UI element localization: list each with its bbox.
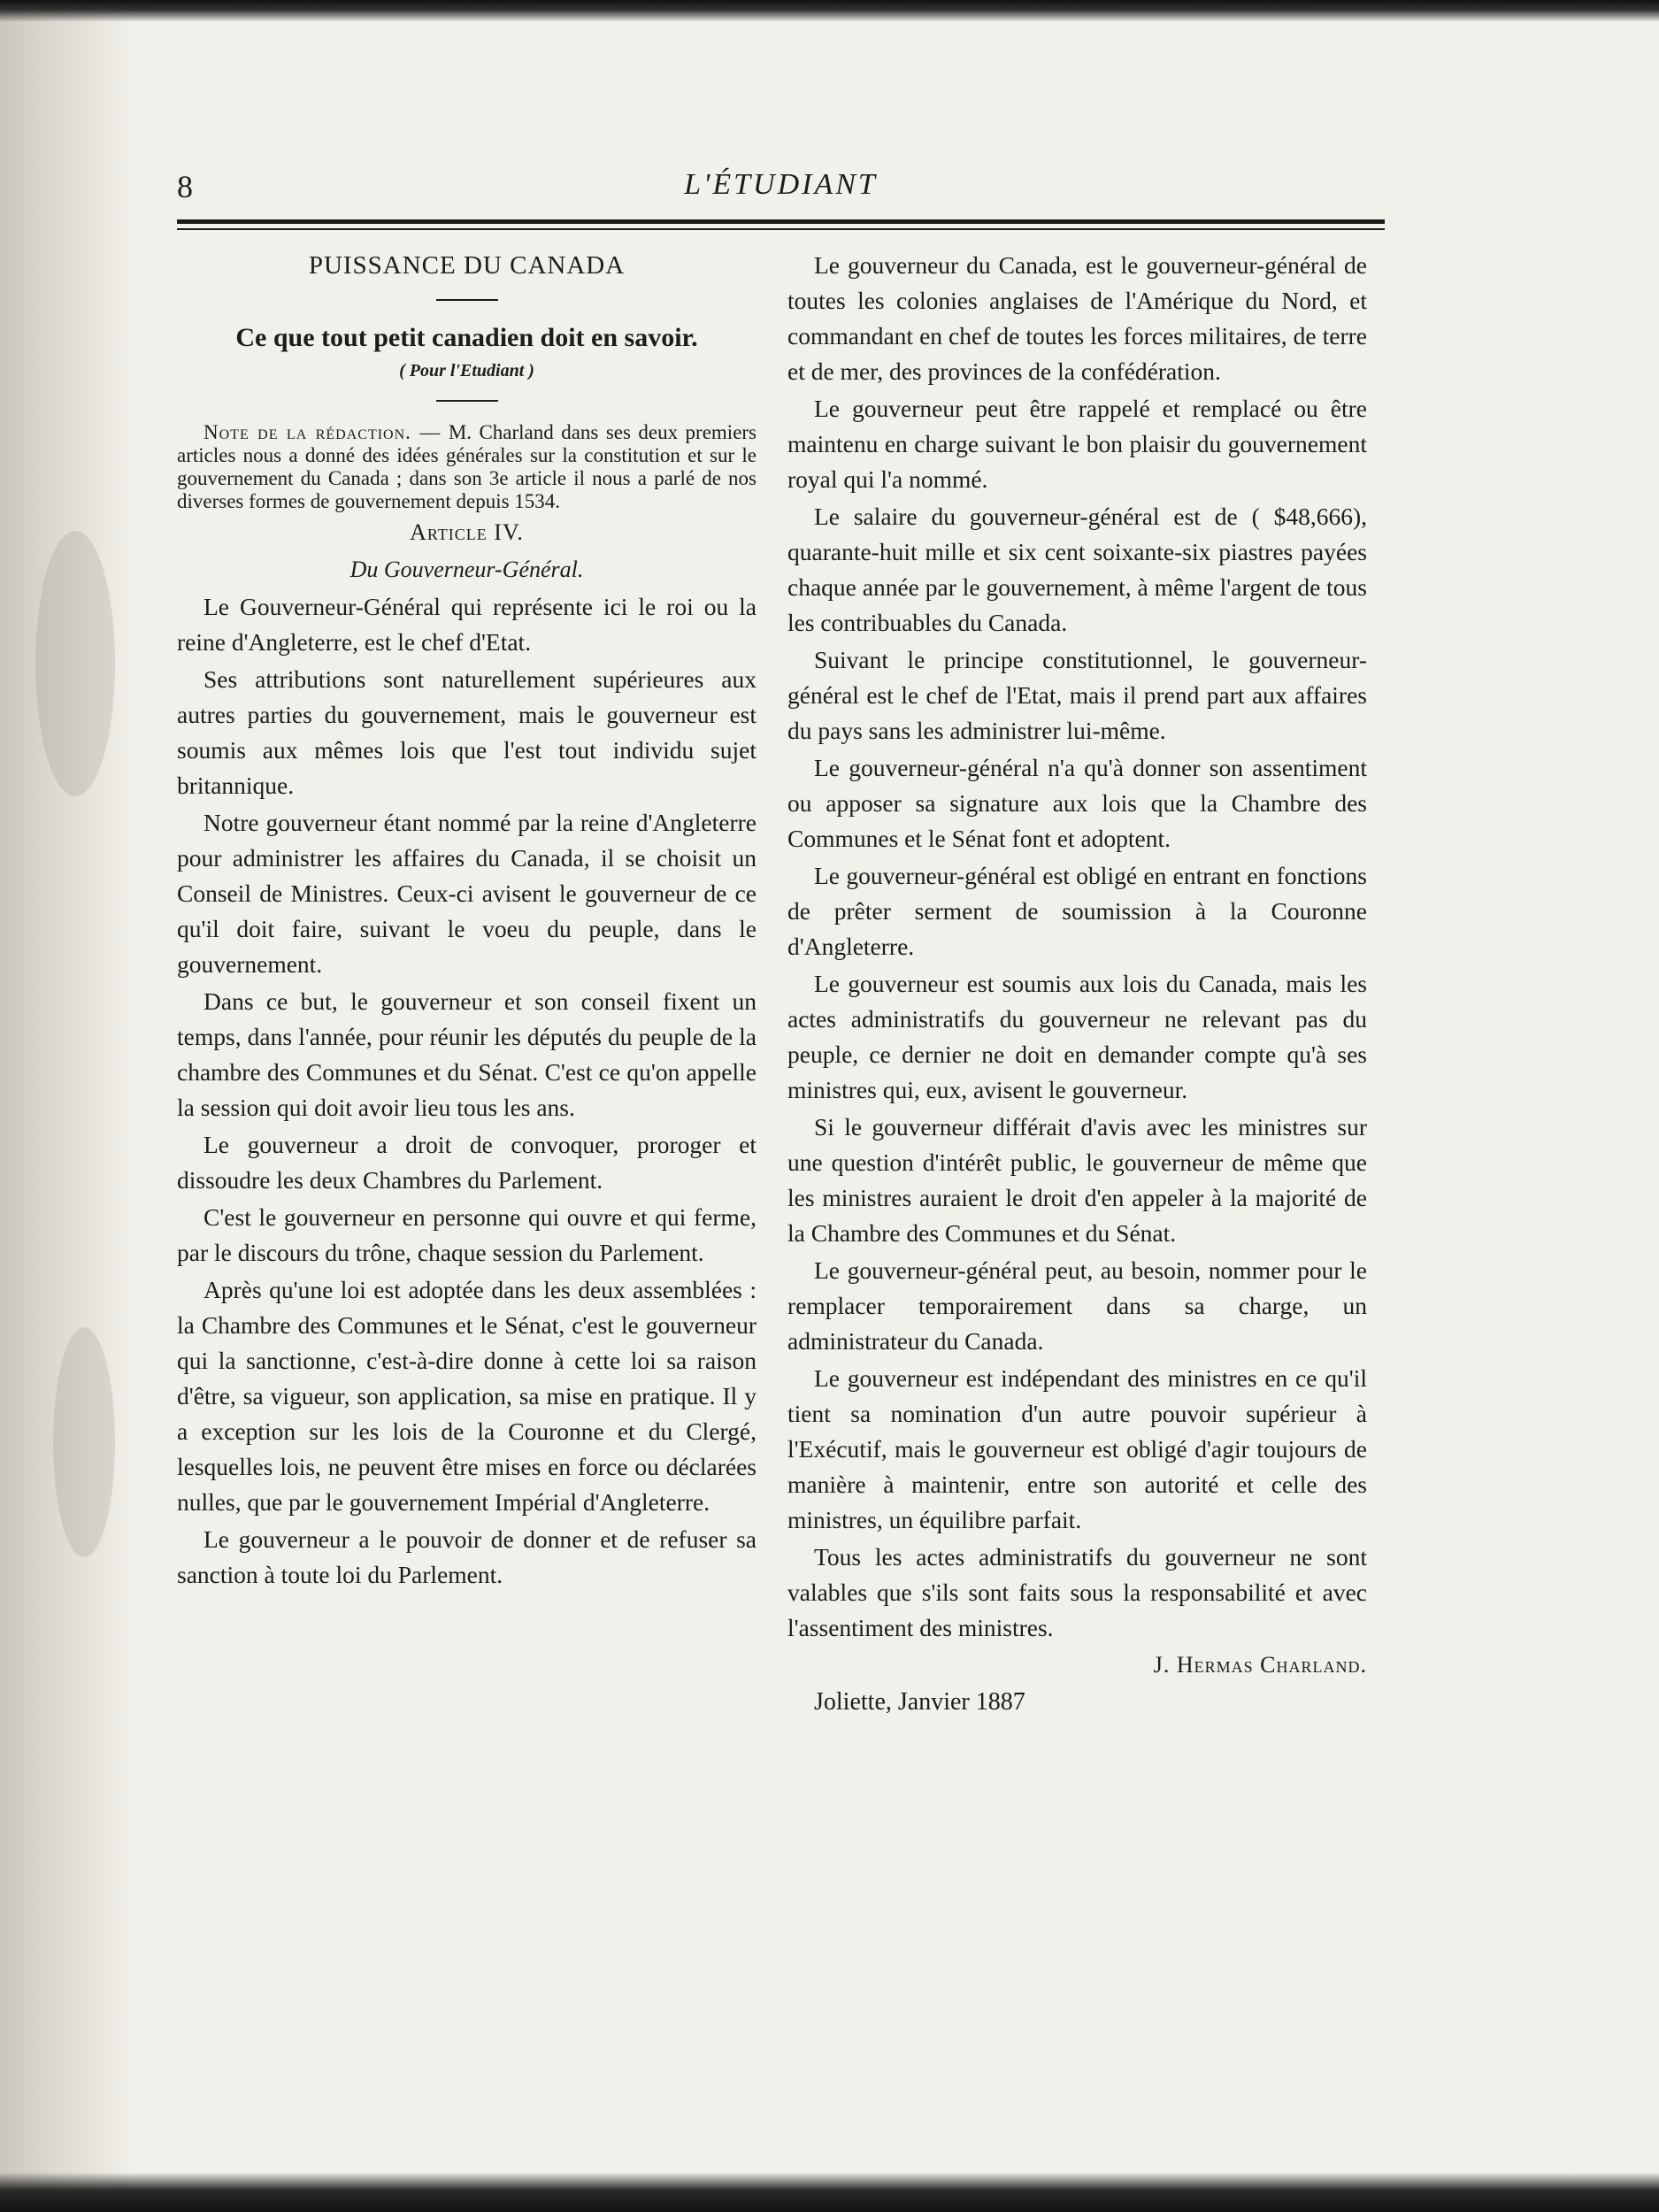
newspaper-page bbox=[177, 168, 1385, 2115]
article-subheading: Du Gouverneur-Général. bbox=[349, 557, 584, 582]
paragraph: Le gouverneur-général est obligé en entrant en fonctions de prêter serment de soumission à la Couronne d'Angleterre. bbox=[787, 862, 1367, 960]
paragraph: Si le gouverneur différait d'avis avec les ministres sur une question d'intérêt public, le gouverneur de même que les ministres auraient le droit d'en appeler à la majorité de la Chambre des Communes et du Sénat. bbox=[787, 1113, 1367, 1247]
author-signature: J. Hermas Charland. bbox=[1153, 1652, 1367, 1678]
paragraph: Le gouverneur a le pouvoir de donner et de refuser sa sanction à toute loi du Parlement. bbox=[177, 1525, 757, 1588]
paragraph: Suivant le principe constitutionnel, le gouverneur-général est le chef de l'Etat, mais il prend part aux affaires du pays sans les administrer lui-même. bbox=[787, 646, 1367, 744]
paragraph: Le gouverneur-général n'a qu'à donner son assentiment ou apposer sa signature aux lois que la Chambre des Communes et le Sénat font et adoptent. bbox=[787, 754, 1367, 852]
page-number: 8 bbox=[177, 169, 193, 204]
article-subtitle: Ce que tout petit canadien doit en savoir. bbox=[235, 323, 698, 352]
journal-name: L'ÉTUDIANT bbox=[684, 168, 878, 201]
paragraph: Le gouverneur est soumis aux lois du Canada, mais les actes administratifs du gouverneur ne relevant pas du peuple, ce dernier ne doit en demander compte qu'à ses ministres qui, eux, avisent le gouverneur. bbox=[787, 970, 1367, 1103]
paragraph: Le gouverneur-général peut, au besoin, nommer pour le remplacer temporairement dans sa charge, un administrateur du Canada. bbox=[787, 1256, 1367, 1355]
paragraph: Le gouverneur peut être rappelé et remplacé ou être maintenu en charge suivant le bon plaisir du gouvernement royal qui l'a nommé. bbox=[787, 395, 1367, 493]
paragraph: Le gouverneur a droit de convoquer, proroger et dissoudre les deux Chambres du Parlement. bbox=[177, 1131, 757, 1194]
scan-shadow-bottom bbox=[0, 2172, 1659, 2212]
paragraph: Tous les actes administratifs du gouverneur ne sont valables que s'ils sont faits sous la responsabilité et avec l'assentiment des ministres. bbox=[787, 1543, 1367, 1641]
byline-rule bbox=[436, 400, 498, 402]
editorial-note-label: Note de la rédaction. — bbox=[204, 421, 442, 443]
editorial-note bbox=[177, 421, 757, 513]
header-double-rule bbox=[177, 219, 1385, 230]
paragraph: C'est le gouverneur en personne qui ouvre et qui ferme, par le discours du trône, chaque session du Parlement. bbox=[177, 1203, 757, 1266]
scan-shadow-top bbox=[0, 0, 1659, 22]
left-column bbox=[177, 248, 757, 1594]
running-head bbox=[177, 168, 1385, 212]
editorial-note-text: M. Charland dans ses deux premiers articles nous a donné des idées générales sur la constitution et sur le gouvernement du Canada ; dans son 3e article il nous a parlé de nos diverses formes de gouvernement depuis 1534. bbox=[177, 421, 757, 512]
article-heading: Article IV. bbox=[410, 519, 524, 545]
scan-shadow-left bbox=[0, 0, 133, 2212]
article-title: PUISSANCE DU CANADA bbox=[308, 251, 626, 280]
paragraph: Le gouverneur est indépendant des ministres en ce qu'il tient sa nomination d'un autre pouvoir supérieur à l'Exécutif, mais le gouverneur est obligé d'agir toujours de manière à maintenir, entre son autorité et celle des ministres, un équilibre parfait. bbox=[787, 1364, 1367, 1533]
title-rule bbox=[436, 299, 498, 301]
scan-smudge bbox=[53, 1327, 115, 1557]
place-date: Joliette, Janvier 1887 bbox=[814, 1688, 1025, 1716]
paragraph: Ses attributions sont naturellement supérieures aux autres parties du gouvernement, mais le gouverneur est soumis aux mêmes lois que l'est tout individu sujet britannique. bbox=[177, 665, 757, 799]
scan-smudge bbox=[35, 531, 115, 796]
paragraph: Dans ce but, le gouverneur et son conseil fixent un temps, dans l'année, pour réunir les députés du peuple de la chambre des Communes et du Sénat. C'est ce qu'on appelle la session qui doit avoir lieu tous les ans. bbox=[177, 987, 757, 1121]
paragraph: Après qu'une loi est adoptée dans les deux assemblées : la Chambre des Communes et le Sénat, c'est le gouverneur qui la sanctionne, c'est-à-dire donne à cette loi sa raison d'être, sa vigueur, son application, sa mise en pratique. Il y a exception sur les lois de la Couronne et du Clergé, lesquelles lois, ne peuvent être mises en force ou déclarées nulles, que par le gouvernement Impérial d'Angleterre. bbox=[177, 1276, 757, 1516]
article-byline: ( Pour l'Etudiant ) bbox=[399, 361, 534, 380]
paragraph: Le salaire du gouverneur-général est de ( $48,666), quarante-huit mille et six cent soixante-six piastres payées chaque année par le gouvernement, à même l'argent de tous les contribuables du Canada. bbox=[787, 503, 1368, 636]
paragraph: Le Gouverneur-Général qui représente ici le roi ou la reine d'Angleterre, est le chef d'Etat. bbox=[177, 593, 757, 656]
paragraph: Le gouverneur du Canada, est le gouverneur-général de toutes les colonies anglaises de l'Amérique du Nord, et commandant en chef de toutes les forces militaires, de terre et de mer, des provinces de la confédération. bbox=[787, 251, 1367, 385]
paragraph: Notre gouverneur étant nommé par la reine d'Angleterre pour administrer les affaires du Canada, il se choisit un Conseil de Ministres. Ceux-ci avisent le gouverneur de ce qu'il doit faire, suivant le voeu du peuple, dans le gouvernement. bbox=[177, 809, 757, 978]
right-column bbox=[787, 248, 1367, 1722]
